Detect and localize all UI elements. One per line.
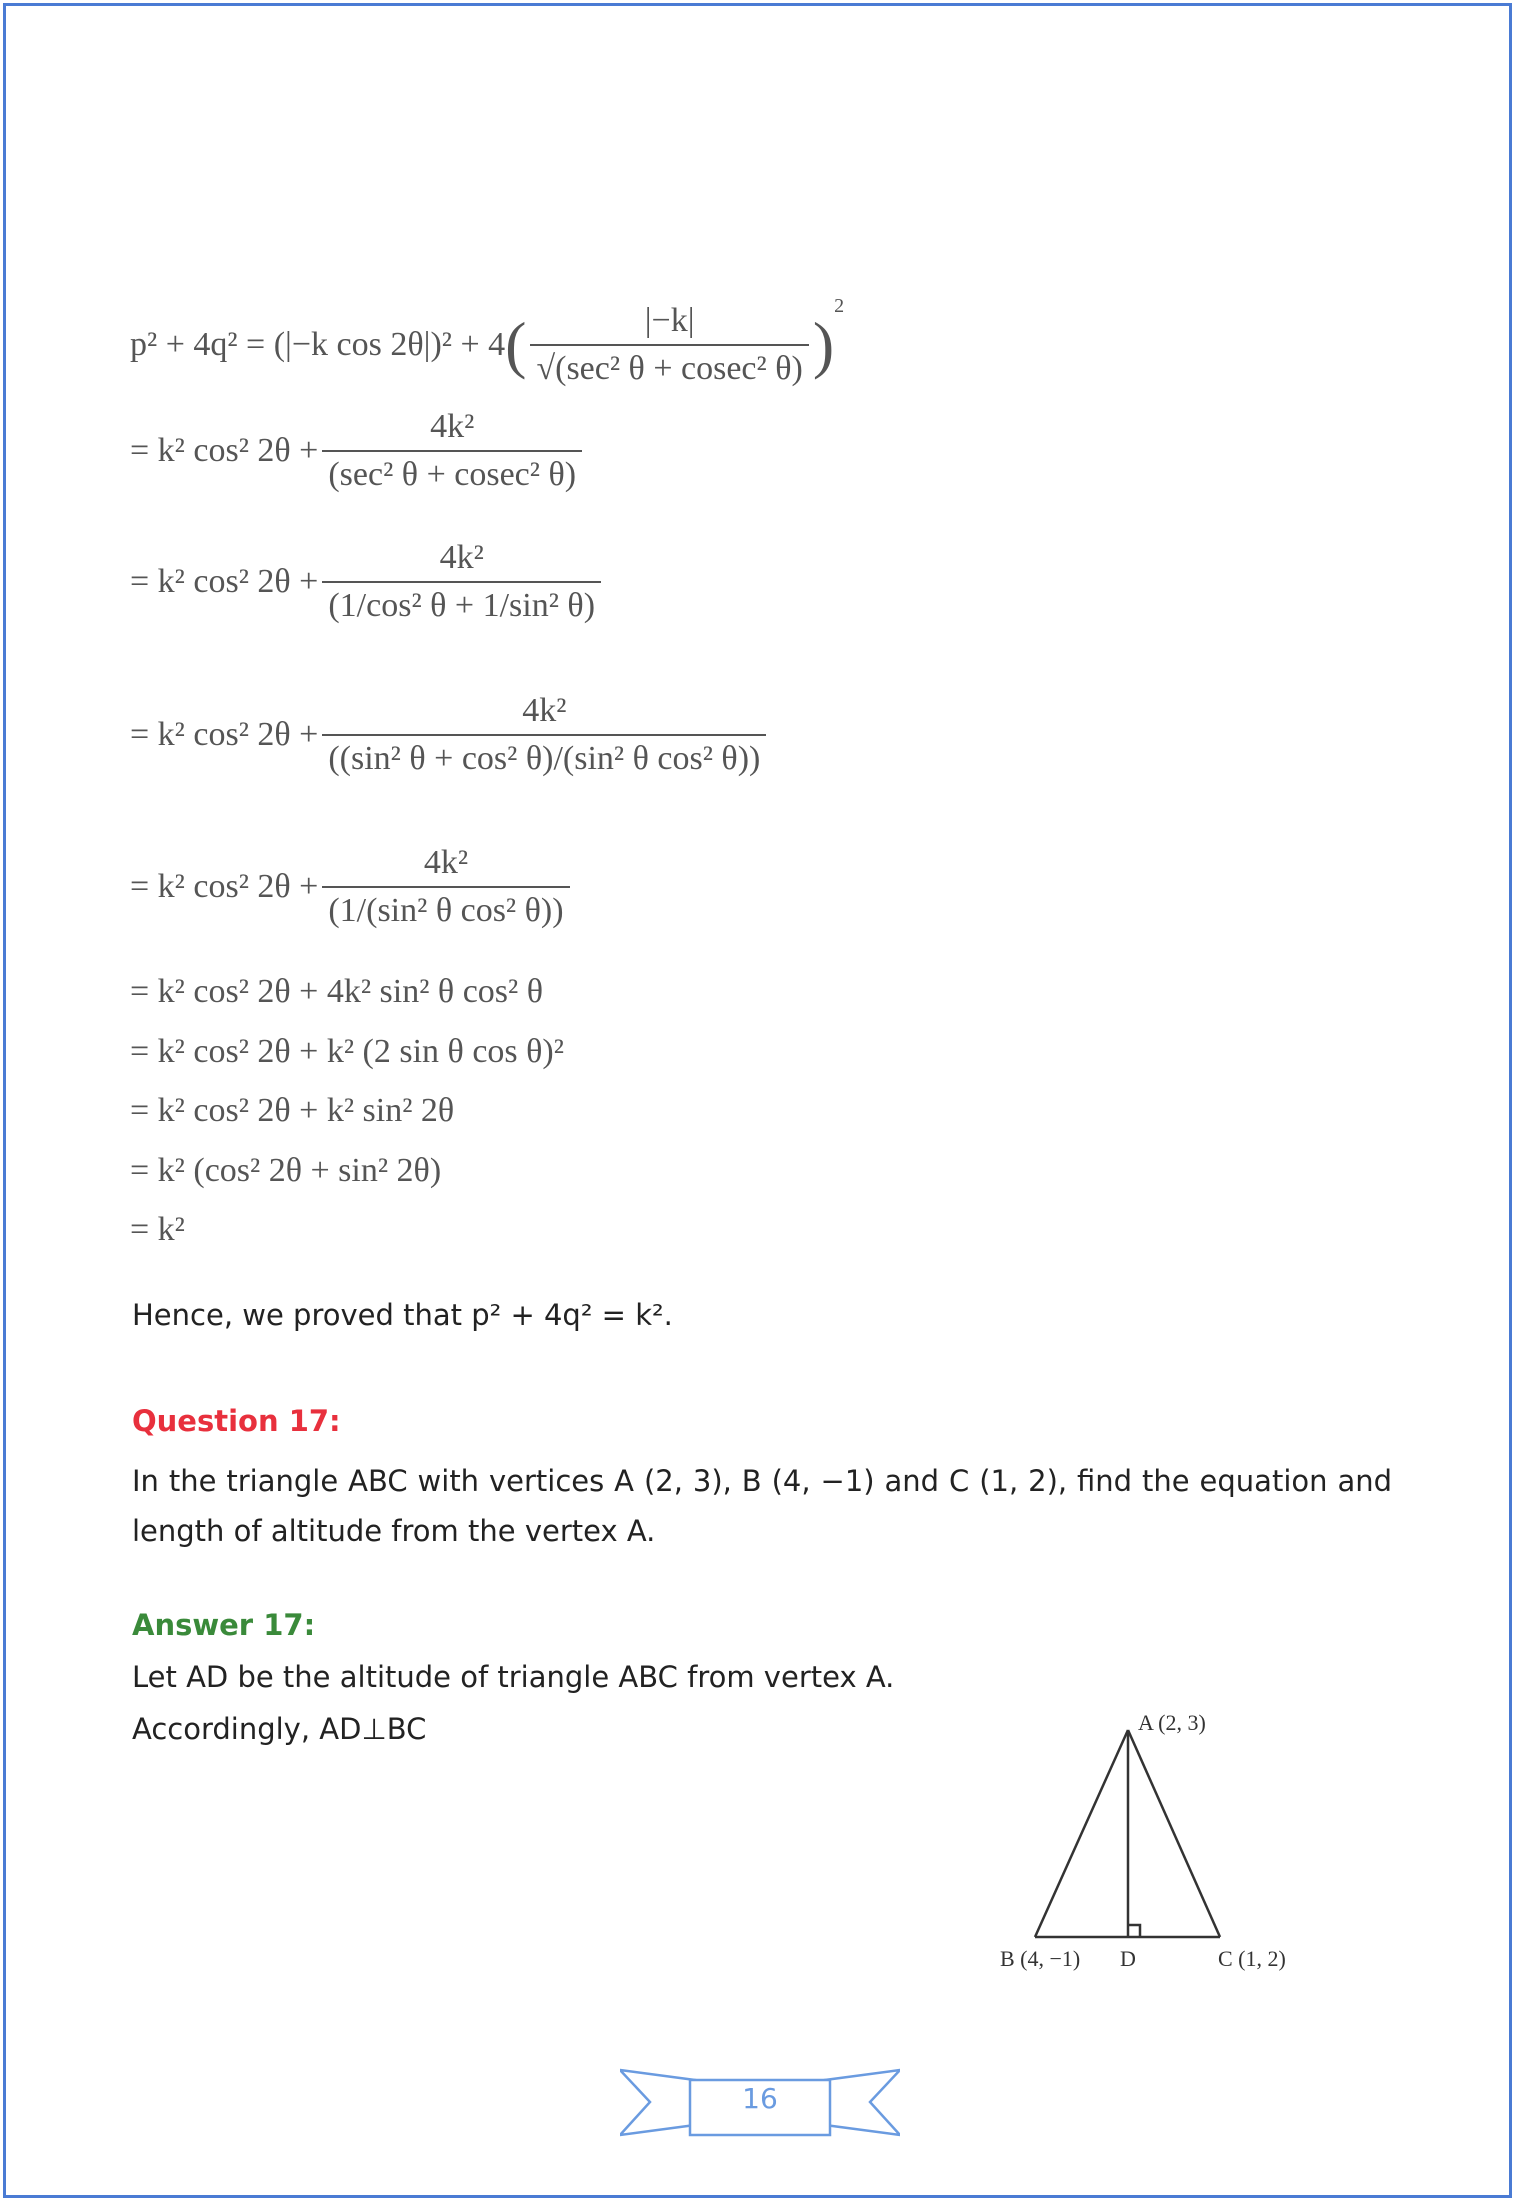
math-line-5: = k² cos² 2θ + $\frac{\text{4k²}}{\text{(1/(sin² θ cos² θ))}}$ [130,812,930,962]
question-heading: Question 17: [132,1404,341,1438]
math-line-9: = k² (cos² 2θ + sin² 2θ) [130,1152,442,1189]
math-line-10: = k² [130,1211,185,1248]
math-line-4: = k² cos² 2θ + $\frac{\text{4k²}}{\text{((sin² θ + cos² θ)/(sin² θ cos² θ))}}$ [130,657,930,812]
label-d: D [1120,1946,1136,1971]
label-b: B (4, −1) [1000,1946,1081,1971]
math-line-1: p² + 4q² = (|−k cos 2θ|)² + 4 ( $\frac{|-k|}{\text{√(sec² θ + cosec² θ)}}$ ) 2 [130,295,845,387]
answer-line-1: Let AD be the altitude of triangle ABC from vertex A. [132,1660,895,1694]
math-line-7: = k² cos² 2θ + k² (2 sin θ cos θ)² [130,1033,564,1070]
answer-line-2: Accordingly, AD⊥BC [132,1712,427,1746]
answer-heading: Answer 17: [132,1608,316,1642]
side-ac [1128,1730,1220,1937]
math-line-1-lhs: p² + 4q² = (|−k cos 2θ|)² + 4 [130,326,506,363]
label-c: C (1, 2) [1218,1946,1286,1971]
math-derivation [130,295,930,1258]
math-line-1-fraction: $\frac{|-k|}{\text{√(sec² θ + cosec² θ)}}$ [530,302,808,388]
page-footer [620,2060,900,2150]
label-a: A (2, 3) [1138,1710,1206,1735]
math-line-2: = k² cos² 2θ + $\frac{\text{4k²}}{\text{(sec² θ + cosec² θ)}}$ [130,395,930,507]
right-angle-mark [1128,1925,1140,1937]
side-ab [1035,1730,1128,1937]
math-line-3: = k² cos² 2θ + $\frac{\text{4k²}}{\text{(1/cos² θ + 1/sin² θ)}}$ [130,507,930,657]
math-line-6: = k² cos² 2θ + 4k² sin² θ cos² θ [130,973,543,1010]
triangle-figure [990,1700,1320,1980]
question-body: In the triangle ABC with vertices A (2, 3), B (4, −1) and C (1, 2), find the equation and length of altitude from the vertex A. [132,1464,1392,1548]
math-line-8: = k² cos² 2θ + k² sin² 2θ [130,1092,455,1129]
page-number: 16 [742,2082,778,2115]
conclusion-text: Hence, we proved that p² + 4q² = k². [132,1298,673,1332]
